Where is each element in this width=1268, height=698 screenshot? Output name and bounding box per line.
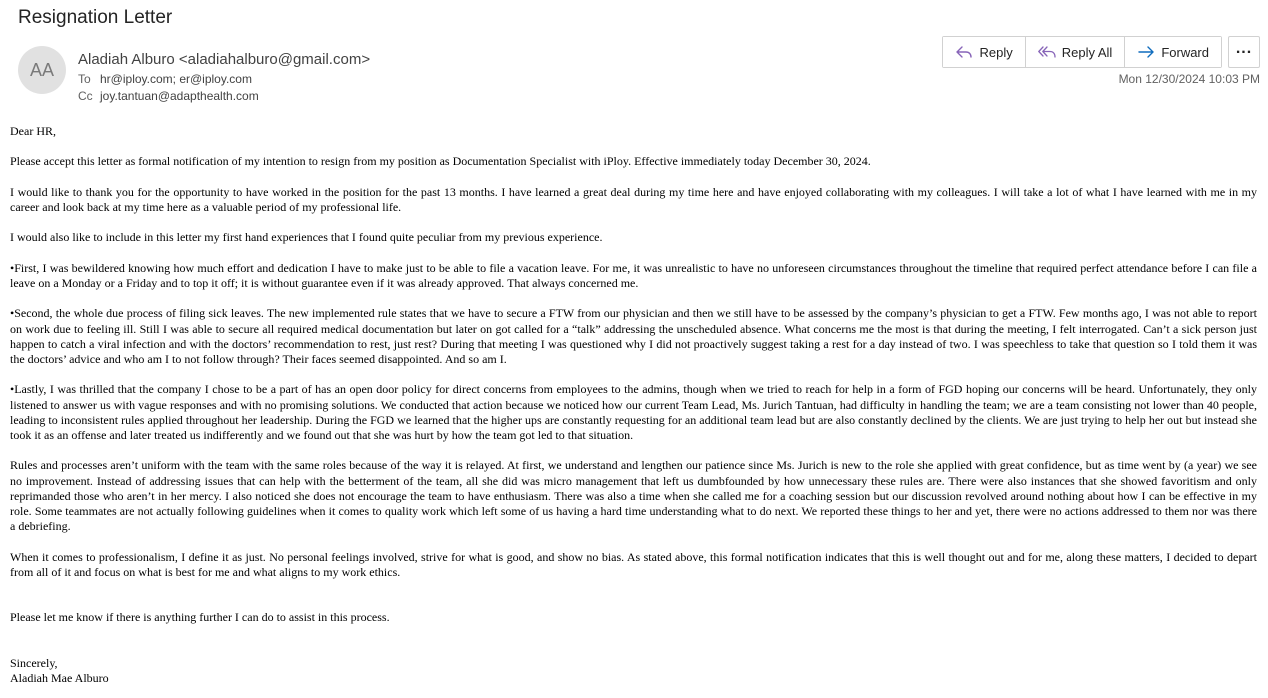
cc-recipients[interactable]: joy.tantuan@adapthealth.com (100, 89, 259, 103)
reply-icon (955, 45, 973, 59)
avatar[interactable]: AA (18, 46, 66, 94)
to-recipients[interactable]: hr@iploy.com; er@iploy.com (100, 72, 252, 86)
signature: Aladiah Mae Alburo (10, 671, 109, 686)
message-actions (942, 36, 1260, 68)
body-paragraph: I would like to thank you for the opportunity to have worked in the position for the past 13 months. I have learned a great deal during my time here and have enjoyed collaborating with my colleagues. I will take a lot of what I have learned with me in my career and look back at my time here as a valuable period of my professional life. (10, 184, 1257, 214)
email-subject: Resignation Letter (18, 7, 173, 28)
to-line (78, 72, 252, 86)
cc-label: Cc (78, 89, 93, 103)
body-paragraph: •First, I was bewildered knowing how much effort and dedication I have to make just to be able to file a vacation leave. For me, it was unrealistic to have no unforeseen circumstances throughout the timeline that required perfect attendance before I can file a leave on a Monday or a Friday and to top it off; it is without guarantee even if it was already approved. That always concerned me. (10, 260, 1257, 290)
received-timestamp: Mon 12/30/2024 10:03 PM (1118, 72, 1260, 86)
reply-all-icon (1038, 45, 1056, 59)
reply-all-button[interactable] (1026, 37, 1126, 67)
forward-label: Forward (1161, 44, 1209, 60)
forward-arrow-icon (1137, 45, 1155, 59)
reply-button-group (942, 36, 1222, 68)
body-paragraph: Rules and processes aren’t uniform with the team with the same roles because of the way it is relayed. At first, we understand and lengthen our patience since Ms. Jurich is new to the role she applied with great confidence, but as time went by (a year) we see no improvement. Instead of addressing issues that can help with the betterment of the team, all she did was micro management that left us dumbfounded by how unnecessary these rules are. There were also instances that she showed favoritism and only reprimanded those who aren’t in her mercy. I also noticed she does not encourage the team to have enthusiasm. There was also a time when she called me for a coaching session but our discussion revolved around nothing about how I can be effective in my role. Some teammates are not actually following guidelines when it comes to quality work which left some of us having a hard time understanding what to do next. We reported these things to her and yet, there were no actions addressed to them nor was there a debriefing. (10, 458, 1257, 534)
body-paragraph: Please let me know if there is anything further I can do to assist in this process. (10, 610, 390, 625)
greeting: Dear HR, (10, 124, 56, 138)
more-icon: ... (1235, 40, 1253, 57)
sender-name[interactable]: Aladiah Alburo <aladiahalburo@gmail.com> (78, 51, 371, 68)
to-label: To (78, 72, 91, 86)
closing: Sincerely, (10, 655, 58, 670)
body-paragraph: •Lastly, I was thrilled that the company I chose to be a part of has an open door policy for direct concerns from employees to the admins, though when we tried to reach for help in a form of FGD hoping our concerns will be heard. Unfortunately, they only listened to answer us with vague responses and with no promising solutions. We conducted that action because we noticed how our current Team Lead, Ms. Jurich Tantuan, had difficulty in handling the team; we are a team consisting not lower than 40 people, leading to inconsistent rules applied throughout her leadership. During the FGD we learned that the higher ups are constantly requesting for an additional team lead but are also constantly declined by the clients. We are just trying to help her out but instead she took it as an offense and later treated us indifferently and we found out that she was hurt by how the team got led to that situation. (10, 382, 1257, 442)
cc-line (78, 89, 259, 103)
body-paragraph: I would also like to include in this letter my first hand experiences that I found quite peculiar from my previous experience. (10, 230, 603, 245)
body-paragraph: Please accept this letter as formal notification of my intention to resign from my position as Documentation Specialist with iPloy. Effective immediately today December 30, 2024. (10, 154, 871, 169)
reply-all-label: Reply All (1061, 44, 1113, 60)
reply-label: Reply (979, 44, 1013, 60)
body-paragraph: •Second, the whole due process of filing sick leaves. The new implemented rule states that we have to secure a FTW from our physician and then we still have to be assessed by the company’s physician to get a FTW. Few months ago, I was not able to report on work due to feeling ill. Still I was able to secure all required medical documentation but later on got called for a “talk” addressing the unscheduled absence. What concerns me the most is that during the meeting, I felt interrogated. Can’t a sick person just happen to catch a viral infection and with the doctors’ recommendation to rest, just rest? During that meeting I was questioned why I did not proactively suggest taking a rest for a day instead of two. I was speechless to take that question so I told them it was the doctors’ advice and who am I to not follow through? Their faces seemed disappointed. And so am I. (10, 306, 1257, 366)
reply-button[interactable] (943, 37, 1025, 67)
more-actions-button[interactable] (1228, 36, 1260, 68)
message-body (10, 124, 1257, 686)
forward-button[interactable] (1125, 37, 1221, 67)
body-paragraph: When it comes to professionalism, I define it as just. No personal feelings involved, strive for what is good, and show no bias. As stated above, this formal notification indicates that this is well thought out and for me, along these matters, I decided to depart from all of it and focus on what is best for me and what aligns to my work ethics. (10, 549, 1257, 579)
